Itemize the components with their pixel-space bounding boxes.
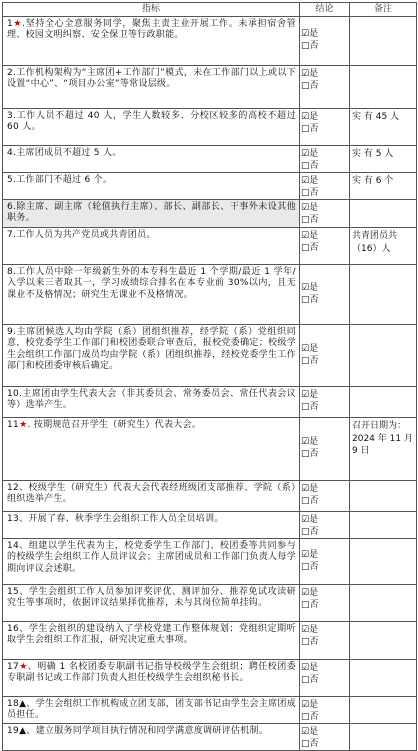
indicator-text: 工作机构架构为“主席团+工作部门”模式，未在工作部门以上或以下设置“中心”、“项目办公室”等常设层级。 bbox=[7, 68, 296, 90]
item-separator: 、 bbox=[19, 541, 29, 551]
item-separator: . bbox=[27, 420, 34, 430]
indicator-text: 明确 1 名校团委专职副书记指导校级学生会组织；聘任校团委专职副书记或工作部门负责人担任校级学生会组织秘书长。 bbox=[7, 662, 296, 684]
remark-cell bbox=[350, 387, 417, 418]
indicator-text: 工作部门不超过 6 个。 bbox=[16, 175, 113, 185]
item-separator: 、 bbox=[19, 483, 29, 493]
conclusion-header: 结论 bbox=[300, 3, 350, 17]
item-separator: . bbox=[13, 148, 17, 158]
remark-cell bbox=[350, 512, 417, 539]
conclusion-cell bbox=[300, 697, 350, 724]
indicator-text: 学生会组织的建设纳入了学校党建工作整体规划；党组织定期听取学生会组织工作汇报，研究决定重大事项。 bbox=[7, 624, 296, 646]
indicator-cell bbox=[3, 387, 300, 418]
indicator-cell bbox=[3, 539, 300, 585]
no-checkbox[interactable]: □否 bbox=[301, 637, 319, 647]
yes-checkbox[interactable]: ☑是 bbox=[301, 29, 319, 39]
indicator-cell bbox=[3, 173, 300, 200]
table-row bbox=[3, 481, 417, 512]
item-number: 1 bbox=[7, 19, 14, 29]
yes-checkbox[interactable]: ☑是 bbox=[301, 550, 319, 560]
no-checkbox[interactable]: □否 bbox=[301, 124, 319, 134]
conclusion-cell bbox=[300, 622, 350, 660]
item-separator: . bbox=[13, 175, 17, 185]
no-checkbox[interactable]: □否 bbox=[301, 81, 319, 91]
remark-cell: 共青团员共（16）人 bbox=[350, 228, 417, 265]
remark-cell bbox=[350, 585, 417, 622]
item-number: 15 bbox=[7, 587, 20, 597]
conclusion-cell bbox=[300, 66, 350, 109]
conclusion-cell bbox=[300, 173, 350, 200]
table-row bbox=[3, 660, 417, 697]
table-row bbox=[3, 512, 417, 539]
item-separator: . bbox=[13, 111, 17, 121]
conclusion-cell bbox=[300, 109, 350, 146]
item-number: 6 bbox=[7, 202, 14, 212]
yes-checkbox[interactable]: ☑是 bbox=[301, 344, 319, 354]
item-number: 2 bbox=[7, 68, 14, 78]
indicator-cell bbox=[3, 622, 300, 660]
indicator-cell bbox=[3, 17, 300, 66]
yes-checkbox[interactable]: ☑是 bbox=[301, 69, 319, 79]
yes-checkbox[interactable]: ☑是 bbox=[301, 231, 319, 241]
item-separator: 、 bbox=[19, 624, 29, 634]
key-item-star-icon: ★ bbox=[19, 662, 28, 672]
conclusion-cell bbox=[300, 146, 350, 173]
key-item-star-icon: ★ bbox=[13, 19, 23, 29]
remark-cell bbox=[350, 697, 417, 724]
item-number: 14 bbox=[7, 541, 20, 551]
item-number: 5 bbox=[7, 175, 14, 185]
indicator-text: 工作人员中除一年级新生外的本专科生最近 1 个学期/最近 1 学年/入学以来三者取其一，学习成绩综合排名在本专业前 30%以内，且无课业不及格情况；研究生无课业不及格情况。 bbox=[7, 267, 296, 300]
table-row bbox=[3, 228, 417, 265]
no-checkbox[interactable]: □否 bbox=[301, 739, 319, 749]
conclusion-cell bbox=[300, 228, 350, 265]
conclusion-cell bbox=[300, 481, 350, 512]
yes-checkbox[interactable]: ☑是 bbox=[301, 625, 319, 635]
item-number: 8 bbox=[7, 267, 14, 277]
conclusion-cell bbox=[300, 512, 350, 539]
indicator-text: 坚持全心全意服务同学，聚焦主责主业开展工作。未承担宿舍管理、校园文明纠察、安全保卫等行政职能。 bbox=[7, 19, 296, 41]
table-row bbox=[3, 387, 417, 418]
conclusion-cell bbox=[300, 387, 350, 418]
remark-cell bbox=[350, 265, 417, 325]
indicator-text: 主席团由学生代表大会（非其委员会、常务委员会、常任代表会议等）选举产生。 bbox=[7, 389, 296, 411]
item-number: 13 bbox=[7, 514, 20, 524]
yes-checkbox[interactable]: ☑是 bbox=[301, 437, 319, 447]
remark-cell bbox=[350, 724, 417, 751]
indicator-cell bbox=[3, 660, 300, 697]
item-separator: . bbox=[13, 202, 17, 212]
remark-cell: 实 有 6 个 bbox=[350, 173, 417, 200]
remark-cell bbox=[350, 325, 417, 387]
remark-cell: 实 有 5 人 bbox=[350, 146, 417, 173]
table-row bbox=[3, 200, 417, 228]
conclusion-cell bbox=[300, 325, 350, 387]
item-number: 17 bbox=[7, 662, 20, 672]
yes-checkbox[interactable]: ☑是 bbox=[301, 283, 319, 293]
item-separator: 、 bbox=[19, 514, 29, 524]
no-checkbox[interactable]: □否 bbox=[301, 188, 319, 198]
item-separator: . bbox=[22, 19, 26, 29]
yes-checkbox[interactable]: ☑是 bbox=[301, 203, 319, 213]
conclusion-cell bbox=[300, 418, 350, 481]
yes-checkbox[interactable]: ☑是 bbox=[301, 727, 319, 737]
self-check-table bbox=[2, 2, 417, 751]
table-row bbox=[3, 622, 417, 660]
remark-cell bbox=[350, 622, 417, 660]
yes-checkbox[interactable]: ☑是 bbox=[301, 700, 319, 710]
remark-cell bbox=[350, 660, 417, 697]
table-row bbox=[3, 585, 417, 622]
no-checkbox[interactable]: □否 bbox=[301, 449, 319, 459]
triangle-marker-icon: ▲ bbox=[19, 726, 27, 736]
conclusion-cell bbox=[300, 724, 350, 751]
indicator-cell bbox=[3, 512, 300, 539]
no-checkbox[interactable]: □否 bbox=[301, 41, 319, 51]
no-checkbox[interactable]: □否 bbox=[301, 356, 319, 366]
triangle-marker-icon: ▲ bbox=[19, 699, 27, 709]
table-row bbox=[3, 325, 417, 387]
indicator-cell bbox=[3, 724, 300, 751]
remark-cell bbox=[350, 539, 417, 585]
no-checkbox[interactable]: □否 bbox=[301, 675, 319, 685]
key-item-star-icon: ★ bbox=[19, 420, 28, 430]
conclusion-cell bbox=[300, 17, 350, 66]
indicator-text: 工作人员不超过 40 人，学生人数较多、分校区较多的高校不超过 60 人。 bbox=[7, 111, 296, 133]
item-separator: 、 bbox=[19, 587, 29, 597]
remark-cell bbox=[350, 481, 417, 512]
indicator-text: 除主席、副主席（轮值执行主席）、部长、副部长、干事外未设其他职务。 bbox=[7, 202, 296, 224]
item-separator: 、 bbox=[26, 726, 36, 736]
indicator-cell bbox=[3, 66, 300, 109]
indicator-cell bbox=[3, 109, 300, 146]
no-checkbox[interactable]: □否 bbox=[301, 402, 319, 412]
yes-checkbox[interactable]: ☑是 bbox=[301, 149, 319, 159]
item-separator: . bbox=[19, 389, 23, 399]
indicator-cell bbox=[3, 146, 300, 173]
no-checkbox[interactable]: □否 bbox=[301, 295, 319, 305]
item-number: 16 bbox=[7, 624, 20, 634]
yes-checkbox[interactable]: ☑是 bbox=[301, 176, 319, 186]
item-separator: . bbox=[13, 230, 17, 240]
no-checkbox[interactable]: □否 bbox=[301, 496, 319, 506]
table-row bbox=[3, 697, 417, 724]
table-row bbox=[3, 724, 417, 751]
remark-cell bbox=[350, 17, 417, 66]
conclusion-cell bbox=[300, 660, 350, 697]
yes-checkbox[interactable]: ☑是 bbox=[301, 515, 319, 525]
indicator-cell bbox=[3, 481, 300, 512]
item-number: 18 bbox=[7, 699, 20, 709]
item-number: 4 bbox=[7, 148, 14, 158]
item-number: 3 bbox=[7, 111, 14, 121]
no-checkbox[interactable]: □否 bbox=[301, 562, 319, 572]
item-number: 11 bbox=[7, 420, 20, 430]
item-number: 7 bbox=[7, 230, 14, 240]
item-number: 19 bbox=[7, 726, 20, 736]
conclusion-cell bbox=[300, 585, 350, 622]
no-checkbox[interactable]: □否 bbox=[301, 527, 319, 537]
item-separator: . bbox=[13, 68, 17, 78]
yes-checkbox[interactable]: ☑是 bbox=[301, 390, 319, 400]
indicator-cell bbox=[3, 228, 300, 265]
item-separator: 、 bbox=[27, 662, 38, 672]
indicator-text: 主席团候选人均由学院（系）团组织推荐，经学院（系）党组织同意，校党委学生工作部门和校团委联合审查后，报校党委确定；校级学生会组织工作部门成员均由学院（系）团组织推荐，经校党委学生工作部门和校团委审核后确定。 bbox=[7, 327, 296, 372]
no-checkbox[interactable]: □否 bbox=[301, 215, 319, 225]
indicator-text: 校级学生（研究生）代表大会代表经班级团支部推荐、学院（系）组织选举产生。 bbox=[7, 483, 296, 505]
no-checkbox[interactable]: □否 bbox=[301, 600, 319, 610]
indicator-text: 学生会组织工作人员参加评奖评优、测评加分、推荐免试攻读研究生等事项时，依据评议结果择优推荐，未与其岗位简单挂钩。 bbox=[7, 587, 296, 609]
indicator-cell bbox=[3, 418, 300, 481]
no-checkbox[interactable]: □否 bbox=[301, 161, 319, 171]
remark-cell bbox=[350, 66, 417, 109]
indicator-cell bbox=[3, 697, 300, 724]
indicator-cell bbox=[3, 325, 300, 387]
item-number: 12 bbox=[7, 483, 20, 493]
item-separator: 、 bbox=[26, 699, 36, 709]
indicator-text: 主席团成员不超过 5 人。 bbox=[16, 148, 122, 158]
item-number: 10 bbox=[7, 389, 20, 399]
indicator-text: 工作人员为共产党员或共青团员。 bbox=[16, 230, 156, 240]
table-row bbox=[3, 265, 417, 325]
indicator-cell bbox=[3, 200, 300, 228]
indicator-text: 按期规范召开学生（研究生）代表大会。 bbox=[33, 420, 202, 430]
item-separator: . bbox=[13, 267, 17, 277]
indicator-header: 指标 bbox=[3, 3, 300, 17]
item-separator: . bbox=[13, 327, 17, 337]
conclusion-cell bbox=[300, 265, 350, 325]
remark-cell bbox=[350, 200, 417, 228]
table-row bbox=[3, 146, 417, 173]
yes-checkbox[interactable]: ☑是 bbox=[301, 484, 319, 494]
item-number: 9 bbox=[7, 327, 14, 337]
table-row bbox=[3, 539, 417, 585]
yes-checkbox[interactable]: ☑是 bbox=[301, 663, 319, 673]
remark-cell: 召开日期为：2024 年 11 月 9 日 bbox=[350, 418, 417, 481]
table-row bbox=[3, 66, 417, 109]
indicator-cell bbox=[3, 265, 300, 325]
header-row bbox=[3, 3, 417, 17]
indicator-text: 组建以学生代表为主，校党委学生工作部门、校团委等共同参与的校级学生会组织工作人员评议会；主席团成员和工作部门负责人每学期向评议会述职。 bbox=[7, 541, 296, 574]
yes-checkbox[interactable]: ☑是 bbox=[301, 112, 319, 122]
table-row bbox=[3, 173, 417, 200]
table-row bbox=[3, 109, 417, 146]
conclusion-cell bbox=[300, 200, 350, 228]
no-checkbox[interactable]: □否 bbox=[301, 243, 319, 253]
indicator-text: 学生会组织工作机构成立团支部，团支部书记由学生会主席团成员担任。 bbox=[7, 699, 297, 721]
yes-checkbox[interactable]: ☑是 bbox=[301, 588, 319, 598]
indicator-cell bbox=[3, 585, 300, 622]
indicator-text: 建立服务同学项目执行情况和同学满意度调研评估机制。 bbox=[35, 726, 269, 736]
no-checkbox[interactable]: □否 bbox=[301, 712, 319, 722]
indicator-text: 开展了春、秋季学生会组织工作人员全员培训。 bbox=[28, 514, 224, 524]
table-row bbox=[3, 17, 417, 66]
table-row bbox=[3, 418, 417, 481]
remark-header: 备注 bbox=[350, 3, 417, 17]
conclusion-cell bbox=[300, 539, 350, 585]
remark-cell: 实 有 45 人 bbox=[350, 109, 417, 146]
